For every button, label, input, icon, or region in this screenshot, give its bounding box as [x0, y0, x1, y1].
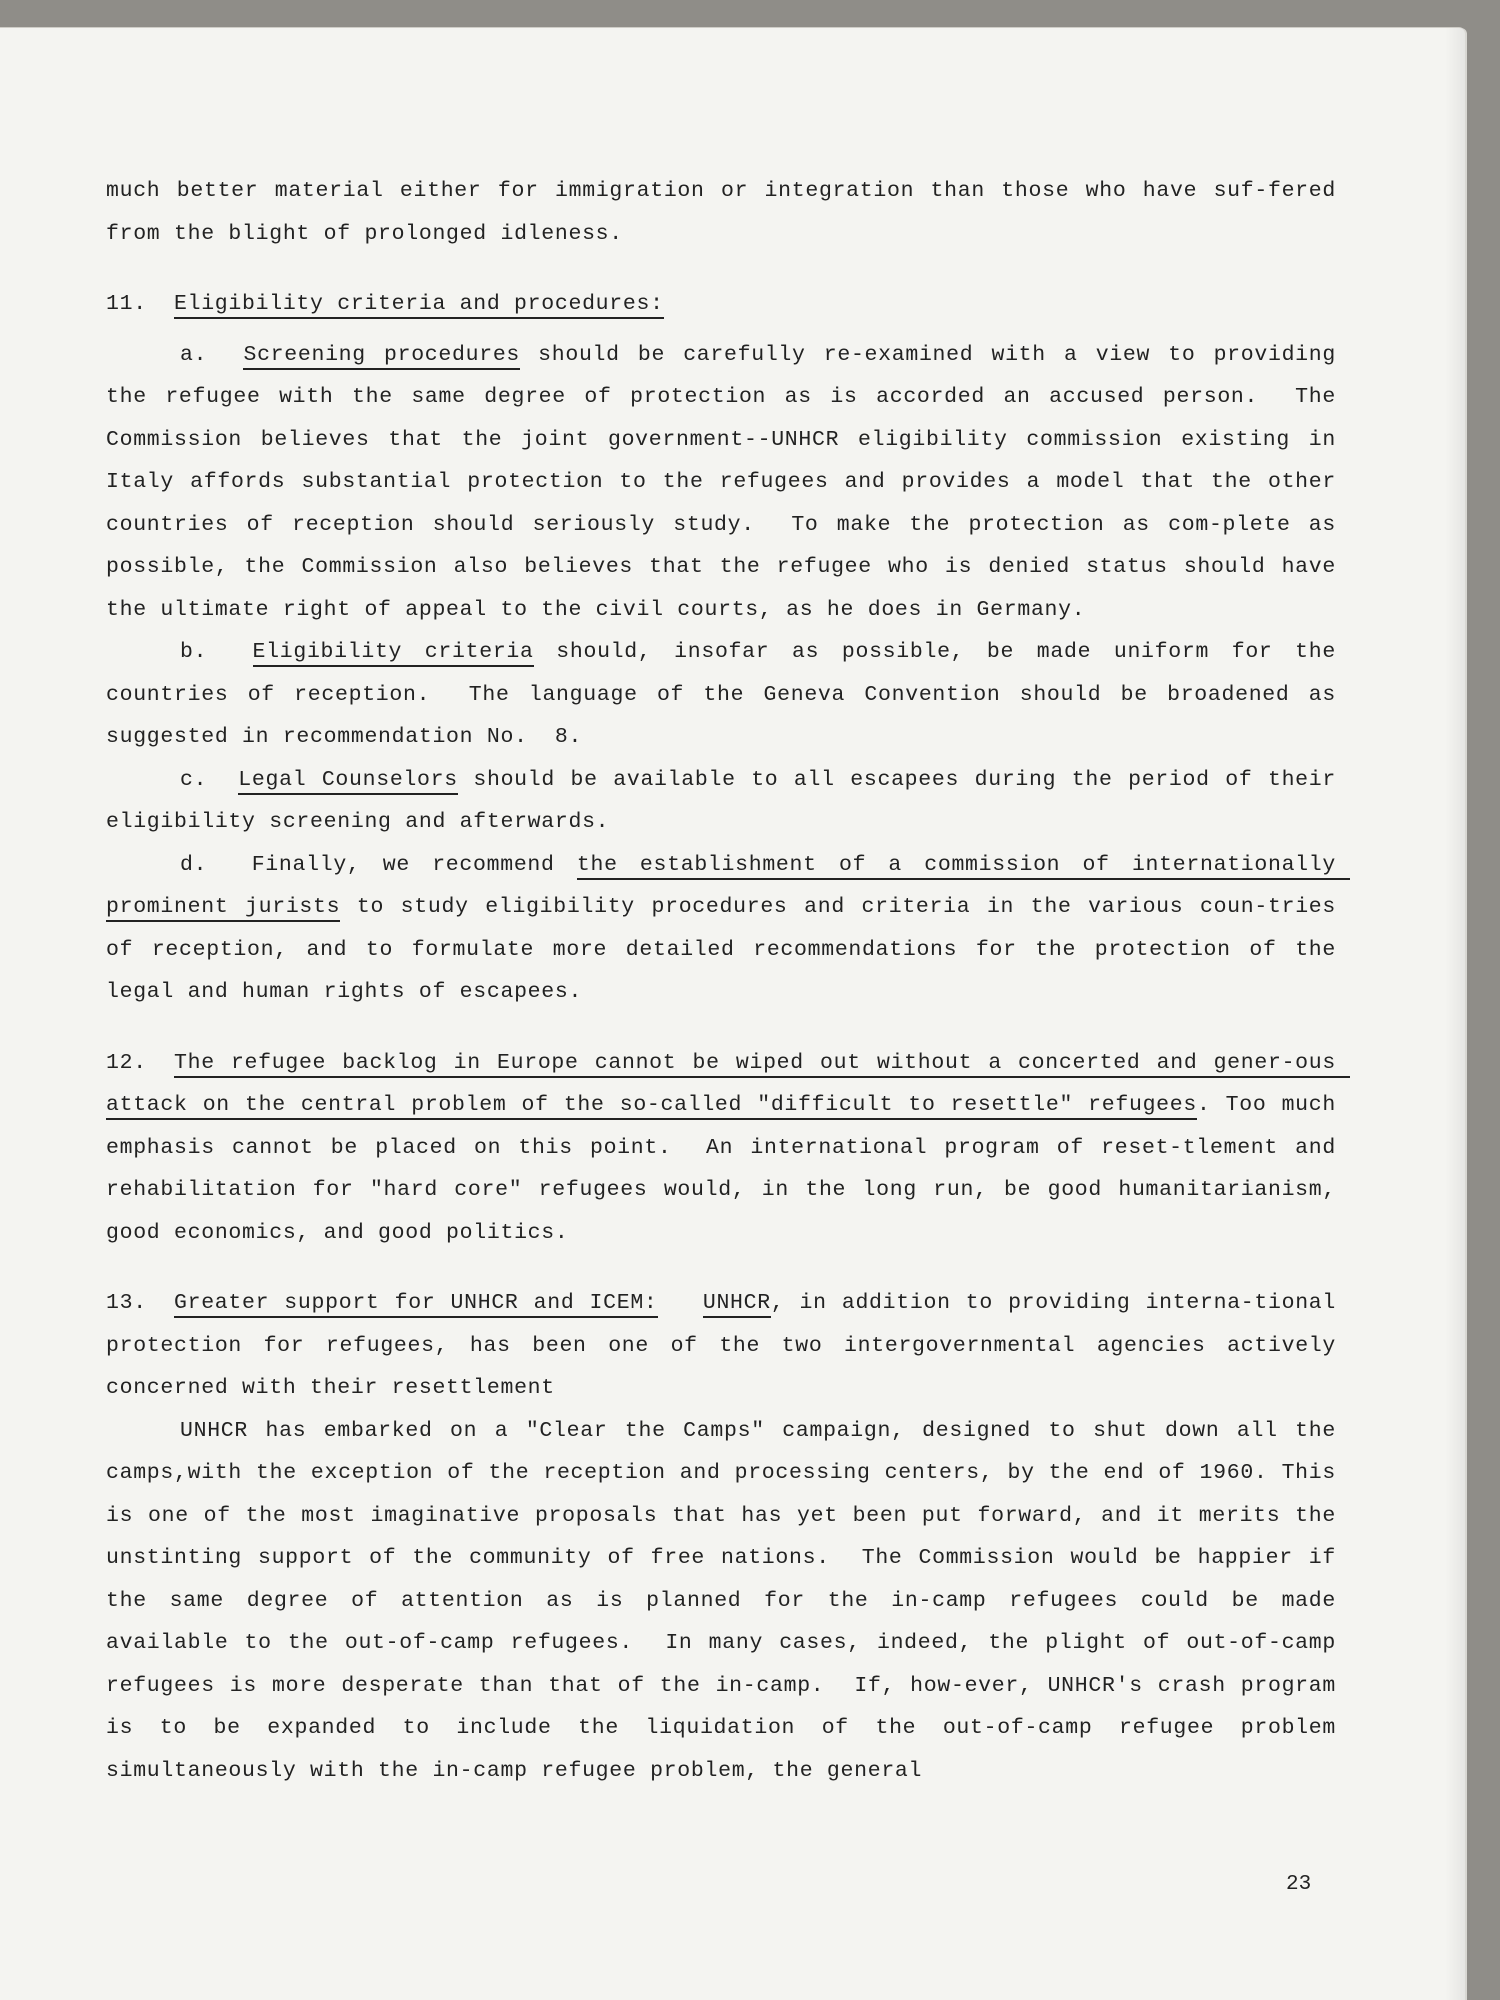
section-text: , in addition to providing interna-tional protection for refugees, has been one of the two intergovernmental agencies actively concerned with their resettlement [106, 1291, 1350, 1400]
item-label: b. [180, 640, 208, 664]
intro-paragraph: much better material either for immigration or integration than those who have suf-fered from the blight of prolonged idleness. [106, 179, 1350, 246]
section-title: Greater support for UNHCR and ICEM: [174, 1291, 658, 1318]
section-title: The refugee backlog in Europe cannot be wiped out without a concerted and gener-ous attack on the central problem of the so-called "difficult to resettle" refugees [106, 1051, 1350, 1121]
item-label: d. [180, 852, 208, 877]
document-page [0, 28, 1465, 2000]
page-number: 23 [1286, 1873, 1312, 1896]
section-11-heading [106, 283, 1336, 326]
section-text: . Too much emphasis cannot be placed on this point. An international program of reset-tlement and rehabilitation for "hard core" refugees would, in the long run, be good humanitarianism, good economics, and good politics. [106, 1093, 1350, 1245]
section-number: 12. [106, 1050, 147, 1075]
item-label: c. [180, 767, 208, 792]
item-text: should, insofar as possible, be made uniform for the countries of reception. The language of the Geneva Convention should be broadened as suggested in recommendation No. 8. [106, 640, 1350, 749]
section-subject: UNHCR [703, 1291, 771, 1318]
item-d-paragraph [106, 844, 1350, 1014]
item-text: should be carefully re-examined with a view to providing the refugee with the same degree of protection as is accorded an accused person. The Commission believes that the joint government--UNHCR eligibility commission existing in Italy affords substantial protection to the refugees and provides a model that the other countries of reception should seriously study. To make the protection as com-plete as possible, the Commission also believes that the refugee who is denied status should have the ultimate right of appeal to the civil courts, as he does in Germany. [106, 342, 1350, 622]
item-c-paragraph [106, 759, 1350, 844]
item-text: to study eligibility procedures and criteria in the various coun-tries of reception, and to formulate more detailed recommendations for the protection of the legal and human rights of escapees. [106, 895, 1350, 1004]
section-title: Eligibility criteria and procedures: [174, 292, 664, 319]
section-12-paragraph [106, 1042, 1350, 1255]
section-number: 13. [106, 1291, 147, 1315]
item-a-paragraph [106, 334, 1350, 632]
section-13-paragraph [106, 1282, 1350, 1410]
section-13-paragraph-2: UNHCR has embarked on a "Clear the Camps" campaign, designed to shut down all the camps,with the exception of the reception and processing centers, by the end of 1960. This is one of the most imaginative proposals that has yet been put forward, and it merits the unstinting support of the community of free nations. The Commission would be happier if the same degree of attention as is planned for the in-camp refugees could be made available to the out-of-camp refugees. In many cases, indeed, the plight of out-of-camp refugees is more desperate than that of the in-camp. If, how-ever, UNHCR's crash program is to be expanded to include the liquidation of the out-of-camp refugee problem simultaneously with the in-camp refugee problem, the general [106, 1418, 1350, 1783]
item-heading: Screening procedures [243, 343, 520, 370]
page-edge-shadow [1445, 28, 1465, 2000]
item-heading: Legal Counselors [238, 768, 458, 795]
item-heading: the establishment of a commission of internationally prominent jurists [106, 853, 1350, 923]
section-number: 11. [106, 292, 147, 316]
item-text: should be available to all escapees during the period of their eligibility screening and afterwards. [106, 767, 1350, 834]
item-b-paragraph [106, 631, 1350, 759]
body-text [106, 170, 1350, 1792]
item-heading: Eligibility criteria [253, 640, 534, 667]
item-lead-in: Finally, we recommend [251, 852, 577, 877]
item-label: a. [180, 342, 208, 367]
